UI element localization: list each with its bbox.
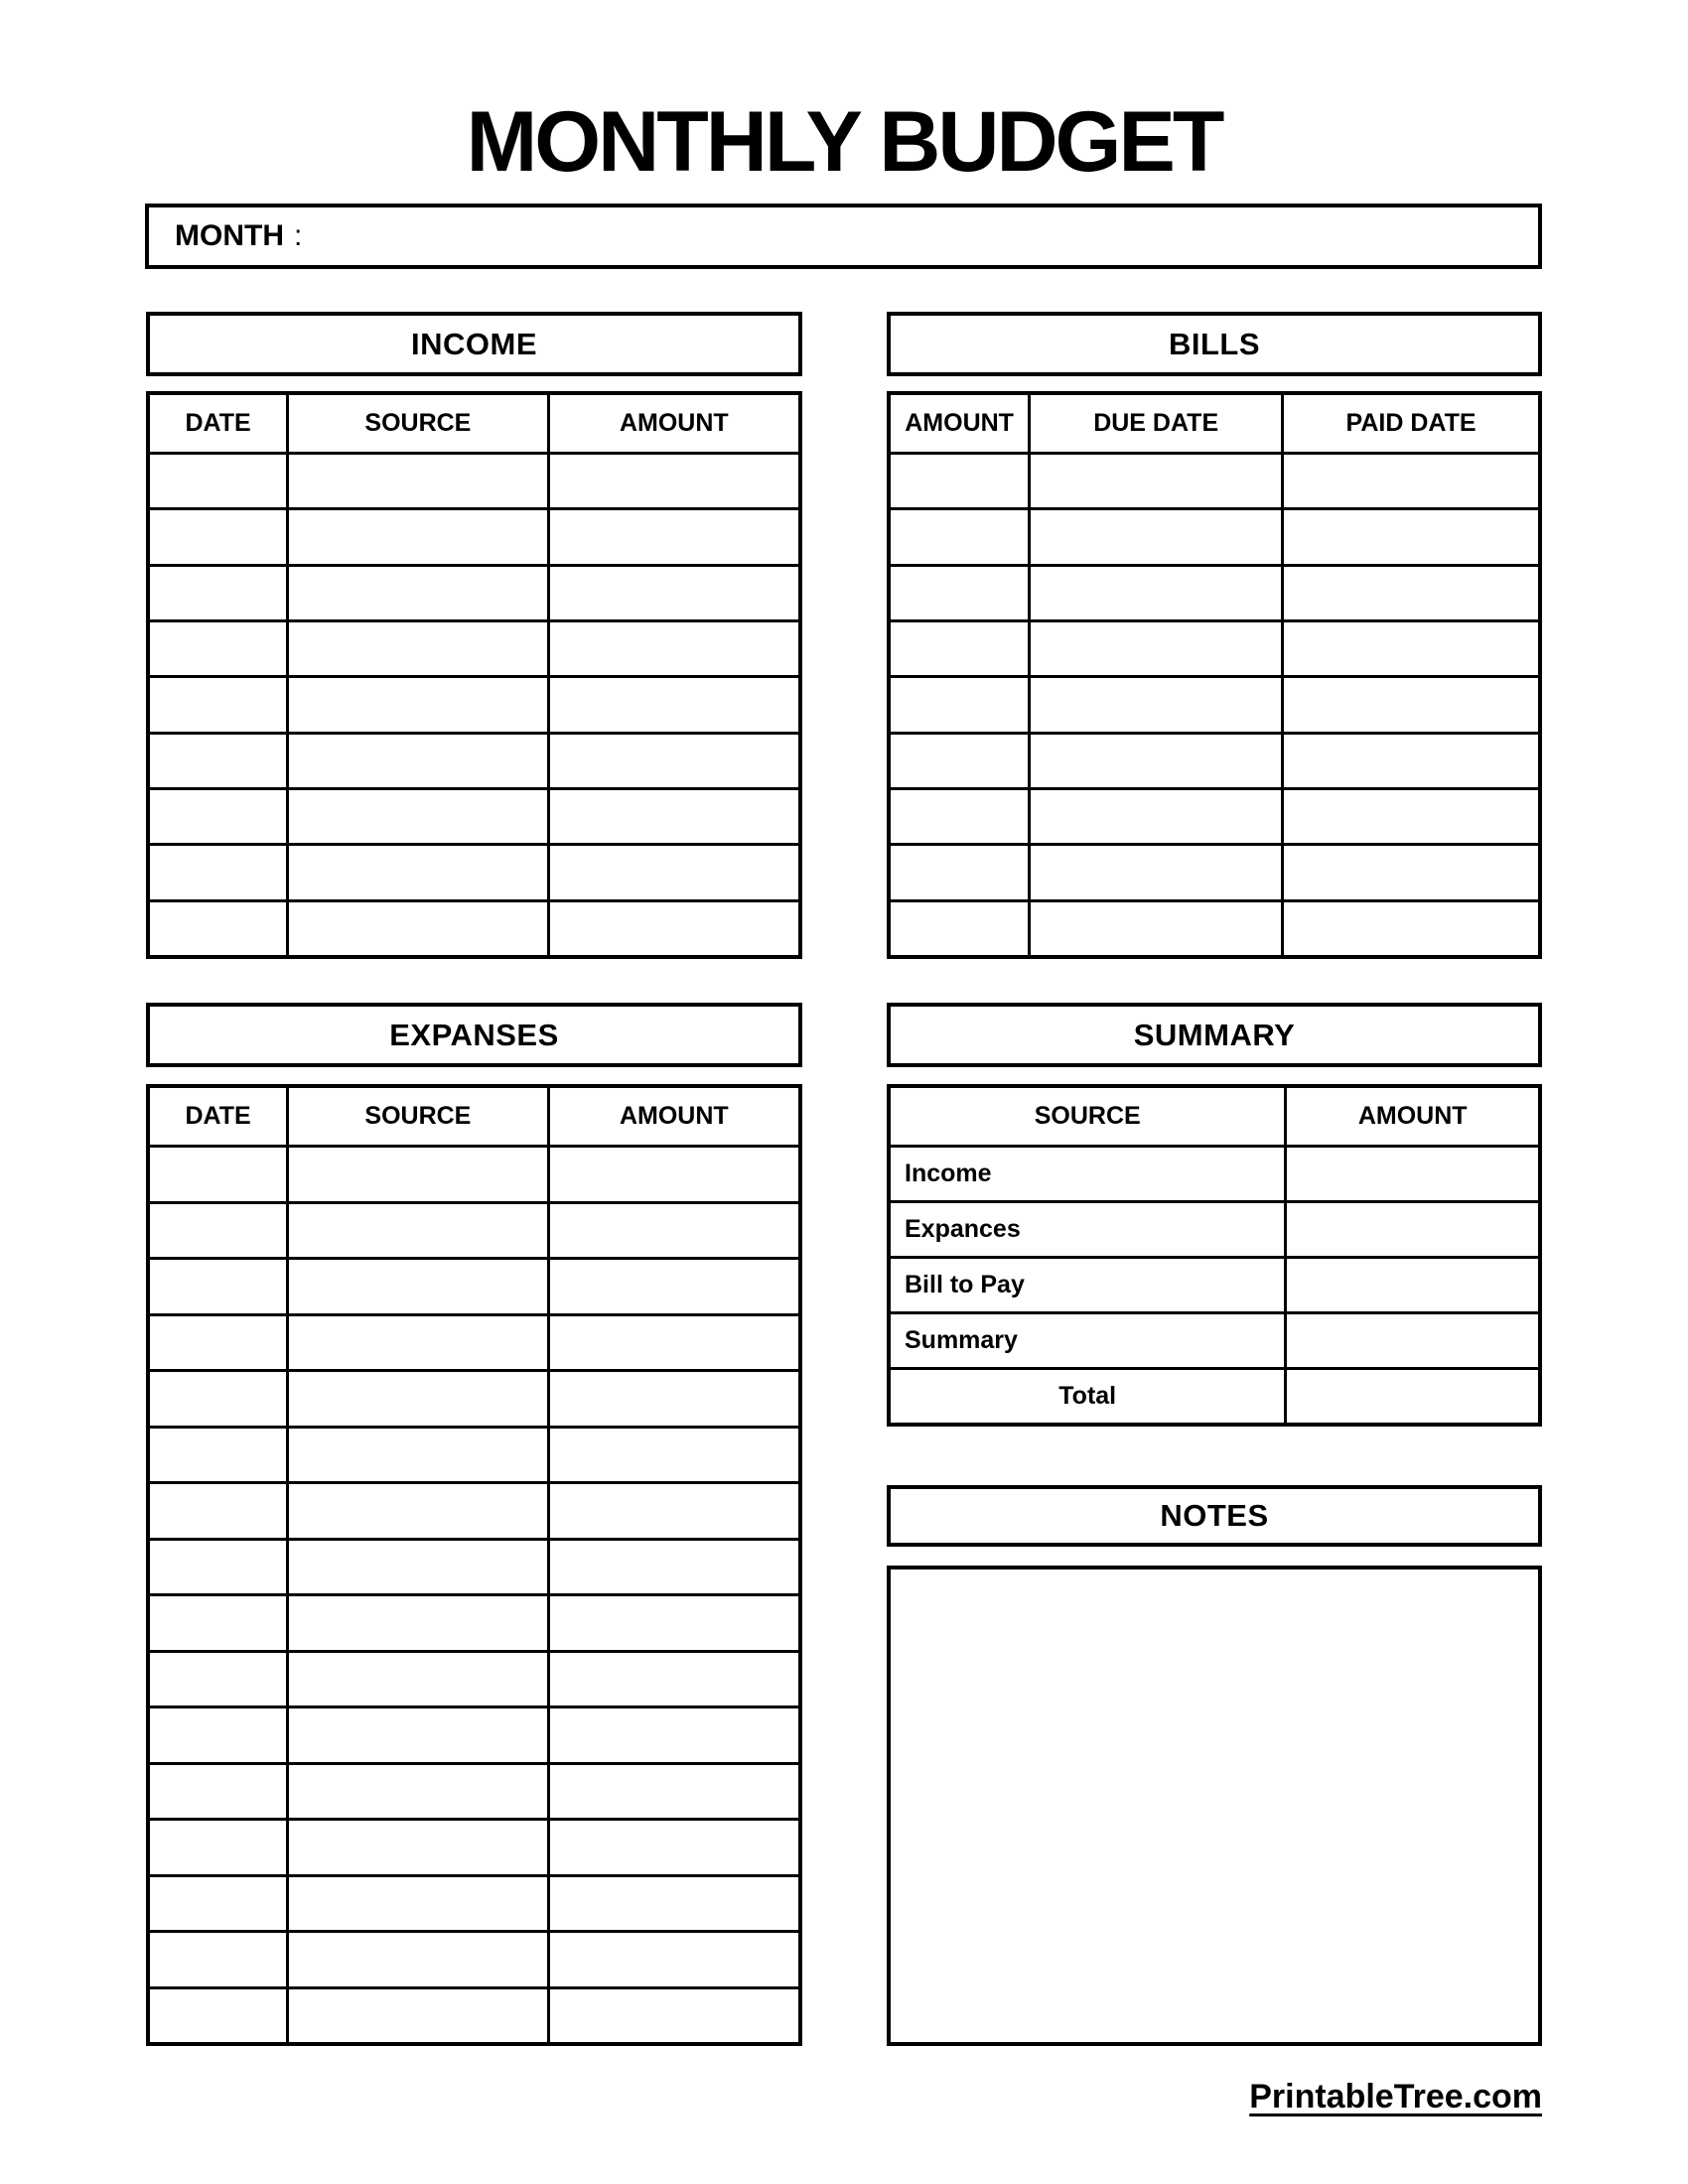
empty-cell[interactable]: [286, 1986, 547, 2043]
empty-cell[interactable]: [150, 619, 286, 675]
empty-cell[interactable]: [150, 1538, 286, 1594]
column-header-source: SOURCE: [286, 395, 547, 452]
summary-value-cell[interactable]: [1284, 1145, 1538, 1200]
summary-table: [887, 1084, 1542, 1427]
empty-cell[interactable]: [547, 732, 798, 787]
empty-cell[interactable]: [286, 787, 547, 843]
empty-cell[interactable]: [547, 843, 798, 898]
empty-cell[interactable]: [547, 1369, 798, 1426]
empty-cell[interactable]: [150, 452, 286, 507]
summary-row-label-income: Income: [891, 1145, 1284, 1200]
empty-cell[interactable]: [150, 787, 286, 843]
bills-section-title: BILLS: [1168, 326, 1261, 361]
summary-total-value-cell[interactable]: [1284, 1367, 1538, 1423]
empty-cell[interactable]: [286, 1201, 547, 1258]
empty-cell[interactable]: [150, 1706, 286, 1762]
empty-cell[interactable]: [150, 1762, 286, 1819]
empty-cell[interactable]: [286, 1538, 547, 1594]
empty-cell[interactable]: [1281, 452, 1538, 507]
empty-cell[interactable]: [891, 564, 1028, 619]
column-header-due-date: DUE DATE: [1028, 395, 1281, 452]
empty-cell[interactable]: [547, 1201, 798, 1258]
empty-cell[interactable]: [547, 1593, 798, 1650]
empty-cell[interactable]: [150, 1313, 286, 1370]
empty-cell[interactable]: [1028, 564, 1281, 619]
summary-section-header: [887, 1003, 1542, 1067]
empty-cell[interactable]: [286, 1930, 547, 1986]
empty-cell[interactable]: [150, 1930, 286, 1986]
summary-row-label-bill-to-pay: Bill to Pay: [891, 1256, 1284, 1311]
empty-cell[interactable]: [547, 452, 798, 507]
empty-cell[interactable]: [547, 1706, 798, 1762]
column-header-date: DATE: [185, 409, 251, 437]
empty-cell[interactable]: [286, 564, 547, 619]
empty-cell[interactable]: [286, 1874, 547, 1931]
empty-cell[interactable]: [547, 1818, 798, 1874]
empty-cell[interactable]: [891, 619, 1028, 675]
summary-value-cell[interactable]: [1284, 1200, 1538, 1256]
empty-cell[interactable]: [547, 1313, 798, 1370]
empty-cell[interactable]: [286, 843, 547, 898]
month-input-area[interactable]: [302, 207, 1538, 265]
empty-cell[interactable]: [286, 1426, 547, 1482]
bills-table: [887, 391, 1542, 959]
column-header-amount: AMOUNT: [1284, 1088, 1538, 1145]
empty-cell[interactable]: [547, 1145, 798, 1201]
empty-cell[interactable]: [286, 452, 547, 507]
empty-cell[interactable]: [150, 1818, 286, 1874]
empty-cell[interactable]: [1028, 843, 1281, 898]
empty-cell[interactable]: [150, 732, 286, 787]
footer-link[interactable]: PrintableTree.com: [1249, 2078, 1542, 2116]
empty-cell[interactable]: [286, 1762, 547, 1819]
empty-cell[interactable]: [547, 899, 798, 955]
empty-cell[interactable]: [1281, 675, 1538, 731]
month-field: [145, 204, 1542, 269]
empty-cell[interactable]: [286, 1818, 547, 1874]
empty-cell[interactable]: [286, 675, 547, 731]
empty-cell[interactable]: [286, 1481, 547, 1538]
page-title: MONTHLY BUDGET: [466, 94, 1222, 190]
empty-cell[interactable]: [547, 1481, 798, 1538]
income-table: [146, 391, 802, 959]
column-header-amount: AMOUNT: [905, 409, 1014, 437]
expanses-section-header: [146, 1003, 802, 1067]
empty-cell[interactable]: [1028, 675, 1281, 731]
empty-cell[interactable]: [1281, 787, 1538, 843]
empty-cell[interactable]: [891, 675, 1028, 731]
empty-cell[interactable]: [286, 1257, 547, 1313]
empty-cell[interactable]: [547, 1762, 798, 1819]
empty-cell[interactable]: [1028, 507, 1281, 563]
column-header-amount: AMOUNT: [547, 1088, 798, 1145]
summary-value-cell[interactable]: [1284, 1256, 1538, 1311]
empty-cell[interactable]: [547, 1986, 798, 2043]
empty-cell[interactable]: [286, 1145, 547, 1201]
empty-cell[interactable]: [150, 1369, 286, 1426]
empty-cell[interactable]: [150, 1481, 286, 1538]
summary-section-title: SUMMARY: [1133, 1017, 1296, 1052]
empty-cell[interactable]: [891, 899, 1028, 955]
empty-cell[interactable]: [547, 1650, 798, 1706]
empty-cell[interactable]: [1281, 843, 1538, 898]
summary-total-label: Total: [891, 1367, 1284, 1423]
month-colon: :: [293, 219, 303, 252]
empty-cell[interactable]: [547, 787, 798, 843]
notes-area[interactable]: [887, 1566, 1542, 2046]
notes-section-title: NOTES: [1160, 1498, 1269, 1533]
empty-cell[interactable]: [547, 1930, 798, 1986]
empty-cell[interactable]: [150, 1874, 286, 1931]
empty-cell[interactable]: [150, 1257, 286, 1313]
summary-value-cell[interactable]: [1284, 1311, 1538, 1367]
empty-cell[interactable]: [150, 1593, 286, 1650]
empty-cell[interactable]: [547, 675, 798, 731]
empty-cell[interactable]: [150, 843, 286, 898]
empty-cell[interactable]: [891, 732, 1028, 787]
column-header-amount: AMOUNT: [547, 395, 798, 452]
empty-cell[interactable]: [891, 507, 1028, 563]
income-section-title: INCOME: [411, 326, 537, 361]
empty-cell[interactable]: [150, 1145, 286, 1201]
empty-cell[interactable]: [286, 1593, 547, 1650]
empty-cell[interactable]: [891, 452, 1028, 507]
empty-cell[interactable]: [150, 1650, 286, 1706]
empty-cell[interactable]: [891, 843, 1028, 898]
empty-cell[interactable]: [286, 507, 547, 563]
column-header-date: DATE: [185, 1102, 251, 1130]
month-label: MONTH: [175, 219, 284, 252]
empty-cell[interactable]: [1281, 564, 1538, 619]
empty-cell[interactable]: [547, 507, 798, 563]
empty-cell[interactable]: [1281, 507, 1538, 563]
empty-cell[interactable]: [1281, 732, 1538, 787]
empty-cell[interactable]: [150, 1986, 286, 2043]
empty-cell[interactable]: [286, 732, 547, 787]
empty-cell[interactable]: [150, 1426, 286, 1482]
empty-cell[interactable]: [286, 899, 547, 955]
empty-cell[interactable]: [1028, 452, 1281, 507]
empty-cell[interactable]: [547, 1874, 798, 1931]
empty-cell[interactable]: [150, 899, 286, 955]
bills-section-header: [887, 312, 1542, 376]
empty-cell[interactable]: [1028, 899, 1281, 955]
empty-cell[interactable]: [547, 564, 798, 619]
empty-cell[interactable]: [1028, 787, 1281, 843]
empty-cell[interactable]: [150, 507, 286, 563]
empty-cell[interactable]: [547, 1426, 798, 1482]
empty-cell[interactable]: [547, 1257, 798, 1313]
empty-cell[interactable]: [1281, 619, 1538, 675]
empty-cell[interactable]: [286, 1369, 547, 1426]
column-header-paid-date: PAID DATE: [1281, 395, 1538, 452]
column-header-source: SOURCE: [1034, 1102, 1141, 1130]
column-header-source: SOURCE: [286, 1088, 547, 1145]
empty-cell[interactable]: [547, 619, 798, 675]
empty-cell[interactable]: [286, 1706, 547, 1762]
empty-cell[interactable]: [150, 564, 286, 619]
empty-cell[interactable]: [1281, 899, 1538, 955]
expanses-table: [146, 1084, 802, 2046]
empty-cell[interactable]: [547, 1538, 798, 1594]
expanses-section-title: EXPANSES: [389, 1017, 559, 1052]
empty-cell[interactable]: [1028, 732, 1281, 787]
summary-row-label-expances: Expances: [891, 1200, 1284, 1256]
summary-row-label-summary: Summary: [891, 1311, 1284, 1367]
notes-section-header: [887, 1485, 1542, 1547]
empty-cell[interactable]: [1028, 619, 1281, 675]
empty-cell[interactable]: [150, 1201, 286, 1258]
empty-cell[interactable]: [150, 675, 286, 731]
empty-cell[interactable]: [286, 619, 547, 675]
income-section-header: [146, 312, 802, 376]
empty-cell[interactable]: [891, 787, 1028, 843]
empty-cell[interactable]: [286, 1650, 547, 1706]
empty-cell[interactable]: [286, 1313, 547, 1370]
